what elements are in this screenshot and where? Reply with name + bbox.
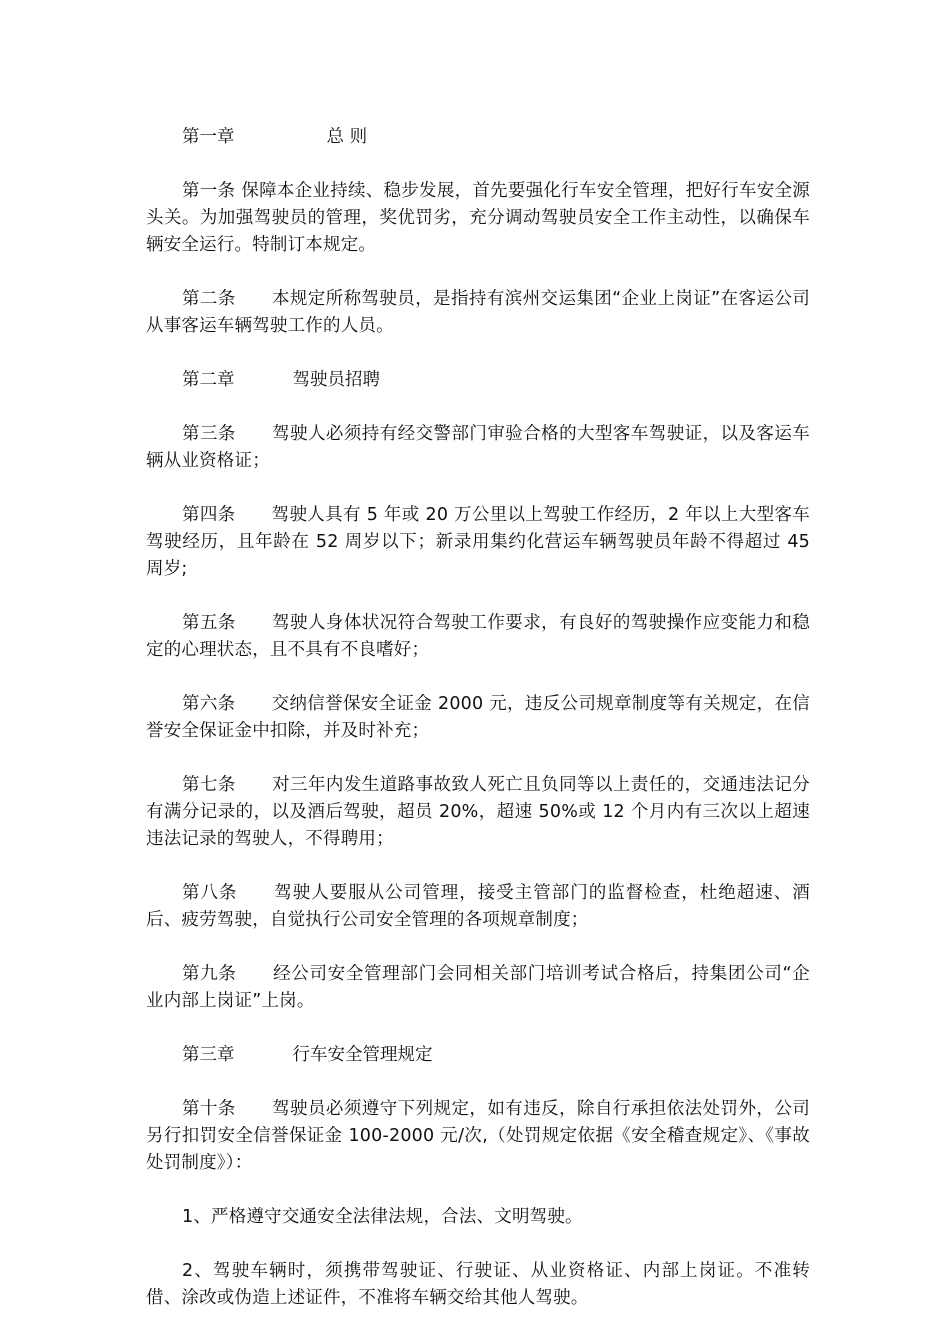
article-label: 第六条	[182, 694, 236, 714]
rule-item-2	[146, 1258, 810, 1312]
article-6	[146, 691, 810, 745]
item-text: 严格遵守交通安全法律法规，合法、文明驾驶。	[211, 1207, 583, 1227]
chapter-title: 行车安全管理规定	[292, 1045, 433, 1065]
article-2	[146, 286, 810, 340]
article-10	[146, 1096, 810, 1177]
article-text: 经公司安全管理部门会同相关部门培训考试合格后，持集团公司“企业内部上岗证”上岗。	[146, 964, 810, 1011]
article-text: 本规定所称驾驶员，是指持有滨州交运集团“企业上岗证”在客运公司从事客运车辆驾驶工作的人员。	[146, 289, 810, 336]
item-label: 1、	[182, 1207, 212, 1227]
article-text: 驾驶人具有 5 年或 20 万公里以上驾驶工作经历，2 年以上大型客车驾驶经历，且年龄在 52 周岁以下；新录用集约化营运车辆驾驶员年龄不得超过 45 周岁;	[146, 505, 810, 579]
article-label: 第二条	[182, 289, 236, 309]
chapter-title: 总 则	[326, 127, 368, 147]
chapter-number: 第二章	[182, 370, 235, 390]
rule-item-1	[146, 1204, 810, 1231]
article-label: 第一条	[182, 181, 236, 201]
article-9	[146, 961, 810, 1015]
chapter-heading-1	[146, 124, 810, 151]
article-text: 驾驶人要服从公司管理，接受主管部门的监督检查，杜绝超速、酒后、疲劳驾驶，自觉执行公司安全管理的各项规章制度；	[146, 883, 810, 930]
item-label: 2、	[182, 1261, 214, 1281]
article-label: 第三条	[182, 424, 236, 444]
article-text: 驾驶人必须持有经交警部门审验合格的大型客车驾驶证，以及客运车辆从业资格证；	[146, 424, 810, 471]
article-1	[146, 178, 810, 259]
article-text: 对三年内发生道路事故致人死亡且负同等以上责任的，交通违法记分有满分记录的，以及酒后驾驶，超员 20%，超速 50%或 12 个月内有三次以上超速违法记录的驾驶人，不得聘用；	[146, 775, 810, 849]
article-label: 第七条	[182, 775, 236, 795]
chapter-heading-2	[146, 367, 810, 394]
article-text: 驾驶员必须遵守下列规定，如有违反，除自行承担依法处罚外，公司另行扣罚安全信誉保证金 100-2000 元/次,（处罚规定依据《安全稽查规定》、《事故处罚制度》）：	[146, 1099, 810, 1173]
chapter-number: 第三章	[182, 1045, 235, 1065]
article-text: 交纳信誉保安全证金 2000 元，违反公司规章制度等有关规定，在信誉安全保证金中扣除，并及时补充；	[146, 694, 810, 741]
article-label: 第八条	[182, 883, 238, 903]
article-5	[146, 610, 810, 664]
chapter-heading-3	[146, 1042, 810, 1069]
document-body	[146, 124, 810, 1339]
chapter-title: 驾驶员招聘	[292, 370, 380, 390]
article-text: 保障本企业持续、稳步发展，首先要强化行车安全管理，把好行车安全源头关。为加强驾驶员的管理，奖优罚劣，充分调动驾驶员安全工作主动性，以确保车辆安全运行。特制订本规定。	[146, 181, 810, 255]
article-7	[146, 772, 810, 853]
article-label: 第四条	[182, 505, 236, 525]
chapter-number: 第一章	[182, 127, 235, 147]
article-4	[146, 502, 810, 583]
article-label: 第十条	[182, 1099, 236, 1119]
article-label: 第九条	[182, 964, 237, 984]
article-3	[146, 421, 810, 475]
article-label: 第五条	[182, 613, 236, 633]
article-text: 驾驶人身体状况符合驾驶工作要求，有良好的驾驶操作应变能力和稳定的心理状态，且不具有不良嗜好；	[146, 613, 810, 660]
article-8	[146, 880, 810, 934]
item-text: 驾驶车辆时，须携带驾驶证、行驶证、从业资格证、内部上岗证。不准转借、涂改或伪造上述证件，不准将车辆交给其他人驾驶。	[146, 1261, 810, 1308]
